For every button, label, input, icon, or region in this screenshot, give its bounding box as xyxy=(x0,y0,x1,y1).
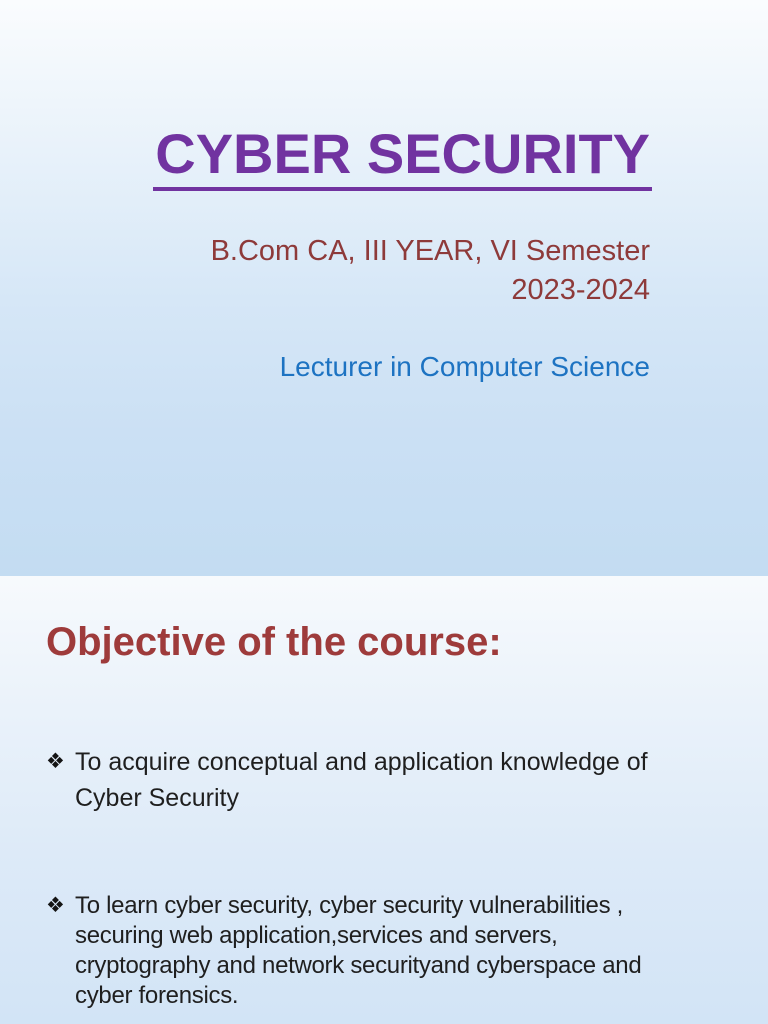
bullet-text xyxy=(75,891,726,1011)
subtitle-line-year: 2023-2024 xyxy=(511,274,650,306)
objective-slide xyxy=(0,576,768,1024)
bullet-line: cyber forensics. xyxy=(75,982,239,1009)
objective-bullet-1 xyxy=(46,744,706,816)
slide-title: CYBER SECURITY xyxy=(153,126,652,191)
bullet-line: cryptography and network securityand cyberspace and xyxy=(75,952,642,979)
bullet-line: To acquire conceptual and application knowledge of xyxy=(75,748,648,776)
objective-heading: Objective of the course: xyxy=(46,620,502,664)
bullet-line: To learn cyber security, cyber security vulnerabilities , xyxy=(75,892,624,919)
objective-bullet-2 xyxy=(46,891,726,1011)
bullet-line: securing web application,services and servers, xyxy=(75,922,558,949)
bullet-diamond-icon: ❖ xyxy=(46,894,65,917)
course-subtitle xyxy=(211,232,650,310)
title-block xyxy=(153,122,652,191)
subtitle-line-course: B.Com CA, III YEAR, VI Semester xyxy=(210,235,650,267)
bullet-line: Cyber Security xyxy=(75,784,239,812)
bullet-text xyxy=(75,744,706,816)
lecturer-line: Lecturer in Computer Science xyxy=(279,351,650,382)
bullet-diamond-icon: ❖ xyxy=(46,750,65,773)
